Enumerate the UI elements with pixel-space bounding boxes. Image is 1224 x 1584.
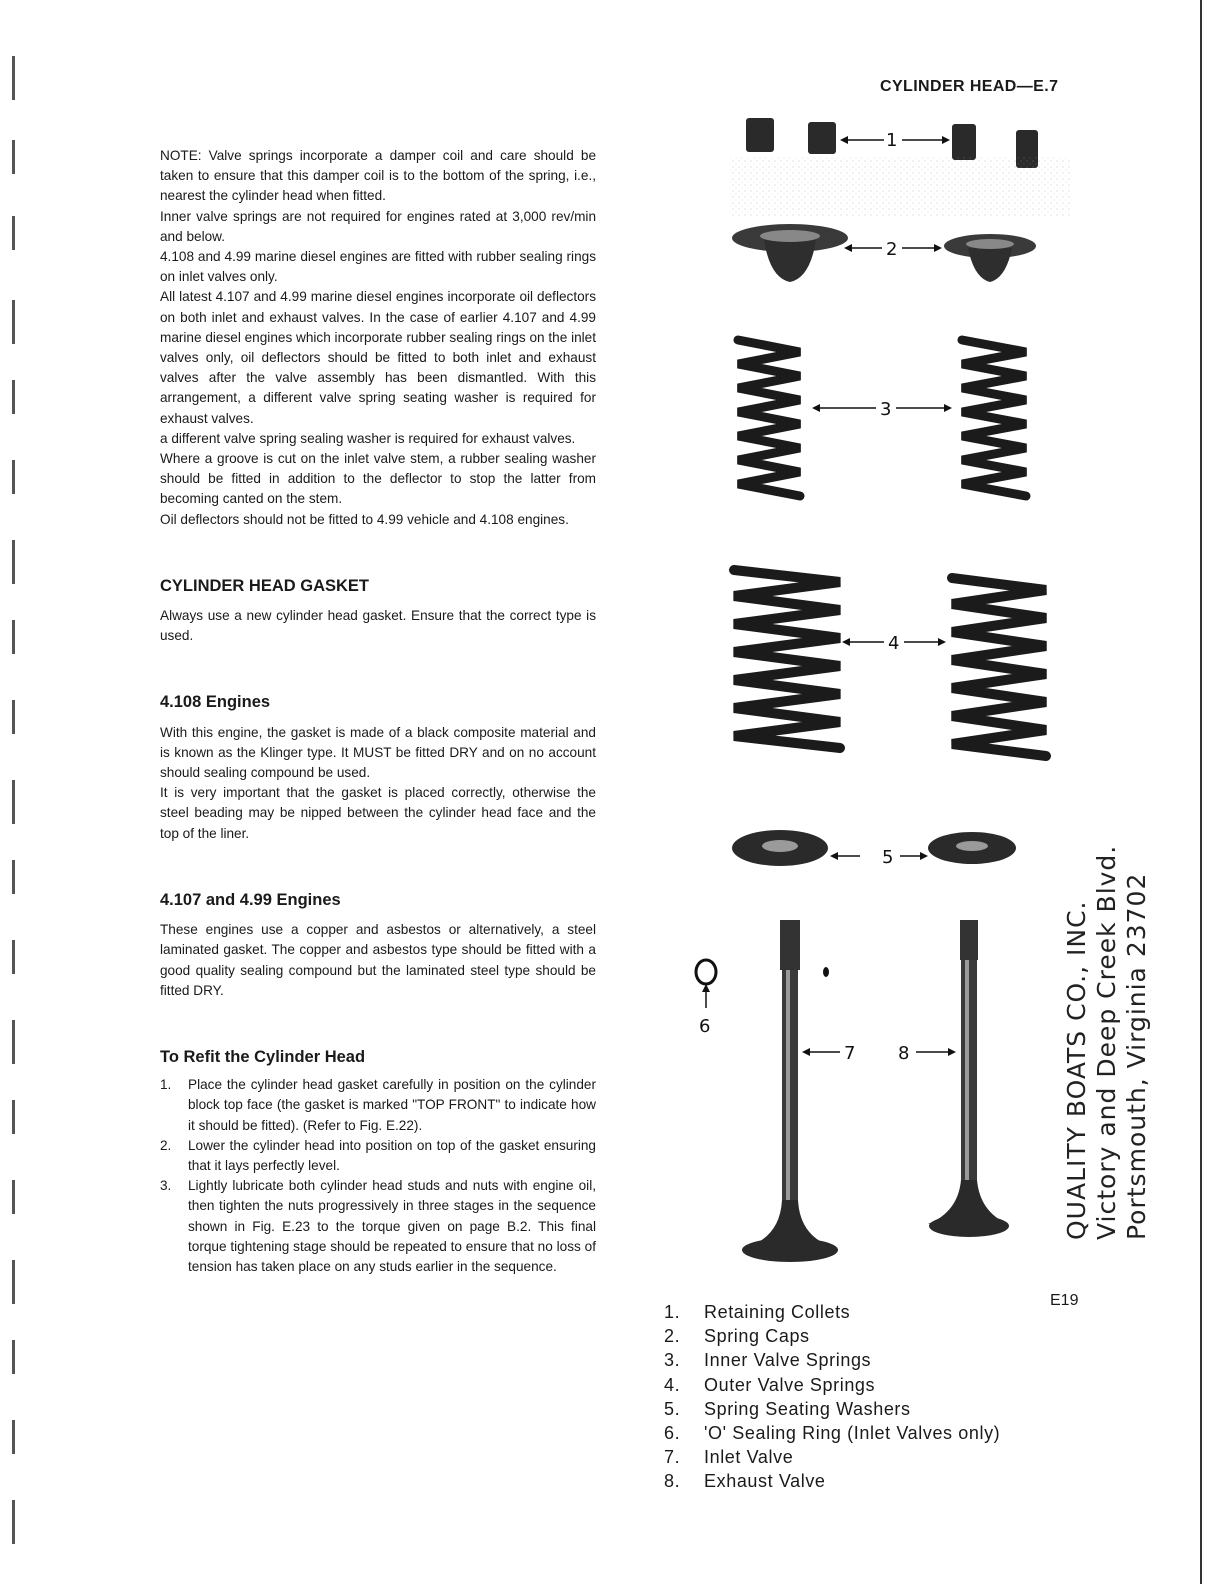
page-edge-rule xyxy=(1200,0,1202,1584)
legend-label: Spring Caps xyxy=(704,1326,810,1347)
legend-number: 5. xyxy=(664,1398,681,1419)
refit-steps xyxy=(160,1075,596,1277)
valve-exploded-diagram xyxy=(690,100,1110,1300)
binder-mark xyxy=(12,216,15,250)
stamp-line: QUALITY BOATS CO., INC. xyxy=(1062,900,1091,1240)
list-item xyxy=(664,1324,1000,1348)
callout-7 xyxy=(802,1048,840,1056)
spring-seating-washers-illustration xyxy=(732,830,1016,866)
binder-mark xyxy=(12,460,15,494)
section-heading-4108: 4.108 Engines xyxy=(160,693,271,712)
legend-number: 3. xyxy=(664,1350,681,1371)
outer-valve-springs-illustration xyxy=(734,570,1046,756)
step-number: 1. xyxy=(160,1077,172,1093)
step-text: Place the cylinder head gasket carefully in position on the cylinder block top face (the gasket is marked "TOP FRONT" to indicate how it should be fitted). (Refer to Fig. E.22). xyxy=(188,1077,596,1133)
note-paragraph: Where a groove is cut on the inlet valve stem, a rubber sealing washer should be fitted in addition to the deflector to stop the latter from becoming canted on the stem. xyxy=(160,451,596,507)
legend-number: 6. xyxy=(664,1423,681,1444)
page-header: CYLINDER HEAD—E.7 xyxy=(880,78,1059,95)
retaining-collets-illustration xyxy=(730,118,1070,216)
legend-label: Spring Seating Washers xyxy=(704,1398,911,1419)
legend-number: 8. xyxy=(664,1471,681,1492)
step-number: 2. xyxy=(160,1137,172,1153)
section-heading-4107: 4.107 and 4.99 Engines xyxy=(160,890,341,909)
legend-label: Inner Valve Springs xyxy=(704,1350,872,1371)
legend-number: 1. xyxy=(664,1302,681,1322)
legend-number: 2. xyxy=(664,1326,681,1347)
callout-label-2: 2 xyxy=(886,239,898,260)
binder-mark xyxy=(12,620,15,654)
exhaust-valve-illustration xyxy=(928,920,1009,1237)
list-item xyxy=(160,1176,596,1277)
step-text: Lower the cylinder head into position on top of the gasket ensuring that it lays perfectly level. xyxy=(188,1137,596,1173)
legend-number: 7. xyxy=(664,1447,681,1468)
callout-5 xyxy=(830,852,928,860)
engines-4108-text: With this engine, the gasket is made of a black composite material and is known as the Klinger type. It MUST be fitted DRY and on no account should sealing compound be used. xyxy=(160,724,596,781)
binder-mark xyxy=(12,1340,15,1374)
note-paragraph: All latest 4.107 and 4.99 marine diesel engines incorporate oil deflectors on both inlet and exhaust valves. In the case of earlier 4.107 and 4.99 marine diesel engines which incorporate rubber sealing rings on the inlet valves only, oil deflectors should be fitted to both inlet and exhaust valves after the valve assembly has been dismantled. With this arrangement, a different valve spring seating washer is required for exhaust valves. xyxy=(160,289,597,426)
binder-margin xyxy=(0,0,40,1584)
binder-mark xyxy=(12,1260,15,1304)
list-item xyxy=(664,1445,1000,1469)
step-text: Lightly lubricate both cylinder head studs and nuts with engine oil, then tighten the nuts progressively in three stages in the sequence shown in Fig. E.23 to the torque given on page B.2. This final torque tightening stage should be repeated to ensure that no loss of tension has taken place on any studs earlier in the sequence. xyxy=(188,1178,596,1274)
legend-label: Inlet Valve xyxy=(704,1447,794,1468)
legend-label: 'O' Sealing Ring (Inlet Valves only) xyxy=(704,1423,1001,1444)
legend-label: Outer Valve Springs xyxy=(704,1374,876,1395)
binder-mark xyxy=(12,56,15,100)
callout-label-1: 1 xyxy=(886,130,898,151)
binder-mark xyxy=(12,1420,15,1454)
list-item xyxy=(664,1469,1000,1493)
text-column xyxy=(160,146,596,1277)
list-item xyxy=(664,1397,1000,1421)
callout-label-4: 4 xyxy=(888,633,900,654)
legend-label: Exhaust Valve xyxy=(704,1471,826,1492)
o-sealing-ring-illustration xyxy=(696,960,829,1008)
engines-4107-text: These engines use a copper and asbestos or alternatively, a steel laminated gasket. The copper and asbestos type should be fitted with a good quality sealing compound but the laminated steel type should be fitted DRY. xyxy=(160,922,596,998)
callout-label-5: 5 xyxy=(882,847,894,868)
figure-id: E19 xyxy=(1050,1292,1079,1309)
note-paragraph: a different valve spring sealing washer is required for exhaust valves. xyxy=(160,430,576,446)
step-number: 3. xyxy=(160,1178,172,1194)
legend-number: 4. xyxy=(664,1374,681,1395)
list-item xyxy=(664,1421,1000,1445)
list-item xyxy=(664,1348,1000,1372)
binder-mark xyxy=(12,700,15,734)
binder-mark xyxy=(12,300,15,344)
binder-mark xyxy=(12,540,15,584)
callout-8 xyxy=(916,1048,956,1056)
section-heading-refit: To Refit the Cylinder Head xyxy=(160,1047,366,1066)
binder-mark xyxy=(12,860,15,894)
stamp-line: Victory and Deep Creek Blvd. xyxy=(1092,844,1121,1240)
note-paragraph: 4.108 and 4.99 marine diesel engines are fitted with rubber sealing rings on inlet valves only. xyxy=(160,249,596,285)
binder-mark xyxy=(12,380,15,414)
legend-label: Retaining Collets xyxy=(704,1302,851,1322)
list-item xyxy=(160,1075,596,1136)
gasket-text: Always use a new cylinder head gasket. Ensure that the correct type is used. xyxy=(160,608,596,644)
binder-mark xyxy=(12,1020,15,1064)
callout-label-3: 3 xyxy=(880,399,892,420)
callout-label-8: 8 xyxy=(898,1043,910,1064)
note-paragraph: NOTE: Valve springs incorporate a damper coil and care should be taken to ensure that this damper coil is to the bottom of the spring, i.e., nearest the cylinder head when fitted. xyxy=(160,148,596,204)
stamp-line: Portsmouth, Virginia 23702 xyxy=(1122,872,1151,1240)
binder-mark xyxy=(12,940,15,974)
figure-legend xyxy=(664,1300,1000,1494)
list-item xyxy=(160,1136,596,1176)
section-heading-gasket: CYLINDER HEAD GASKET xyxy=(160,576,370,595)
spring-caps-illustration xyxy=(732,224,1036,282)
callout-label-6: 6 xyxy=(699,1016,711,1037)
binder-mark xyxy=(12,1500,15,1544)
binder-mark xyxy=(12,140,15,174)
list-item xyxy=(664,1373,1000,1397)
note-paragraph: Oil deflectors should not be fitted to 4.99 vehicle and 4.108 engines. xyxy=(160,511,569,527)
engines-4108-text: It is very important that the gasket is placed correctly, otherwise the steel beading may be nipped between the cylinder head face and the top of the liner. xyxy=(160,785,596,841)
binder-mark xyxy=(12,1100,15,1134)
binder-mark xyxy=(12,780,15,824)
callout-label-7: 7 xyxy=(844,1043,856,1064)
note-paragraph: Inner valve springs are not required for engines rated at 3,000 rev/min and below. xyxy=(160,208,596,244)
binder-mark xyxy=(12,1180,15,1214)
list-item xyxy=(664,1300,1000,1324)
